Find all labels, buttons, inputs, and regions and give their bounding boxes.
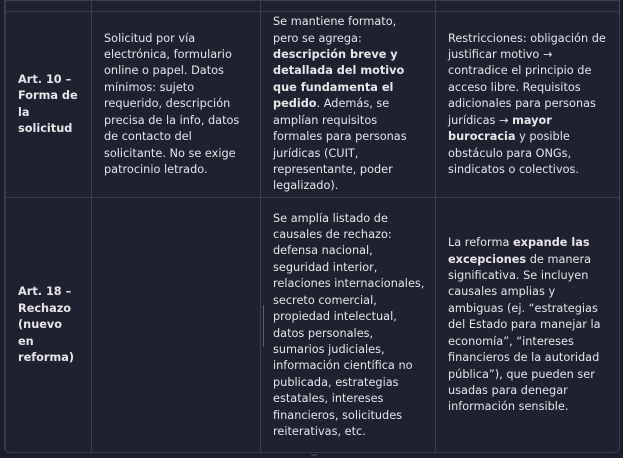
table-row <box>6 198 620 454</box>
article-cell: Art. 18 – Rechazo (nuevo en reforma) <box>6 198 92 454</box>
article-cell: Art. 10 – Forma de la solicitud <box>6 12 92 198</box>
table-row-previous <box>6 1 620 12</box>
comparison-table-frame <box>4 0 620 453</box>
analysis-cell: La reforma expande las excepciones de manera significativa. Se incluyen causales amplias y ambiguas (ej. “estrategias del Estado para manejar la economía”, “intereses financieros de la autoridad pública”), que pueden ser usadas para denegar información sensible. <box>436 198 620 454</box>
reform-text-cell: Se amplía listado de causales de rechazo: defensa nacional, seguridad interior, relaciones internacionales, secreto comercial, propiedad intelectual, datos personales, sumarios judiciales, información científica no publicada, estrategias estatales, intereses financieros, solicitudes reiterativas, etc. <box>261 198 436 454</box>
reform-text-cell: Se mantiene formato, pero se agrega: descripción breve y detallada del motivo que fundamenta el pedido. Además, se amplían requisitos formales para personas jurídicas (CUIT, representante, poder legalizado). <box>261 12 436 198</box>
analysis-cell: Restricciones: obligación de justificar motivo → contradice el principio de acceso libre. Requisitos adicionales para personas jurídicas → mayor burocracia y posible obstáculo para ONGs, sindicatos o colectivos. <box>436 12 620 198</box>
table-row <box>6 12 620 198</box>
text-cursor <box>263 305 264 347</box>
comparison-table <box>5 0 620 453</box>
original-text-cell <box>92 198 261 454</box>
scroll-indicator <box>311 454 317 456</box>
original-text-cell: Solicitud por vía electrónica, formulario online o papel. Datos mínimos: sujeto requerido, descripción precisa de la info, datos de contacto del solicitante. No se exige patrocinio letrado. <box>92 12 261 198</box>
